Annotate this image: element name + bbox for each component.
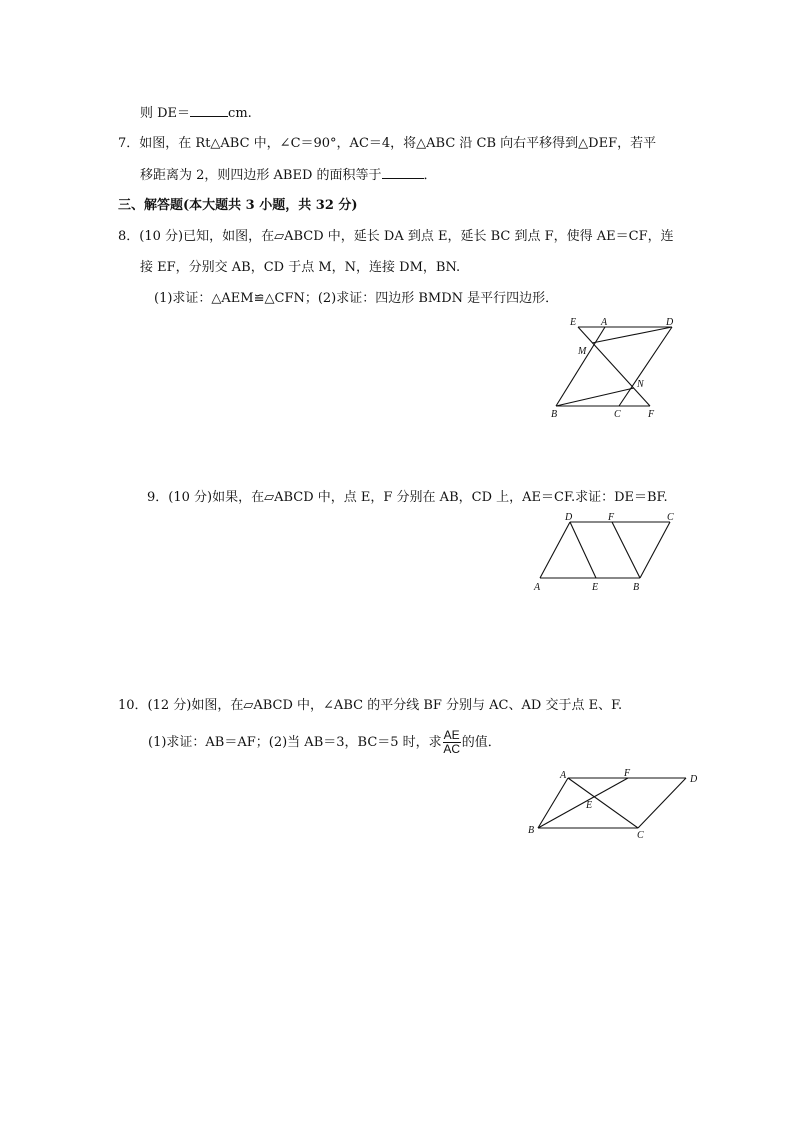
q7-answer-blank[interactable] [382,166,424,179]
q7-line2-prefix: 移距离为 2，则四边形 ABED 的面积等于 [140,168,382,183]
q8-label-F: F [648,409,655,420]
q10-line2-prefix: (1)求证：AB＝AF；(2)当 AB＝3，BC＝5 时，求 [148,735,442,750]
q10-frac-denominator: AC [443,742,461,756]
q8-label-M: M [578,346,587,357]
q7-line2-suffix: ． [423,168,437,183]
q9-figure [530,512,680,594]
q10-seg-CD [638,778,686,828]
q8-label-B: B [551,409,558,420]
q6-answer-blank[interactable] [190,104,228,117]
q8-figure [540,310,680,422]
q10-label-D: D [690,774,698,785]
section3-title: 三、解答题(本大题共 3 小题，共 32 分) [118,198,358,213]
q9-seg-AD [540,522,570,578]
q8-line3: (1)求证：△AEM≌△CFN；(2)求证：四边形 BMDN 是平行四边形． [154,291,559,306]
q10-label-C: C [637,830,644,841]
q8-seg-BN [556,388,634,406]
q10-line2-suffix: 的值． [461,735,501,750]
q8-line2: 接 EF，分别交 AB，CD 于点 M，N，连接 DM，BN. [140,260,461,275]
q8-label-D: D [666,317,674,328]
q10-line2 [148,728,501,758]
q9-label-F: F [608,512,615,523]
q9-label-B: B [633,582,640,593]
q10-label-F: F [624,768,631,779]
q6-prefix: 则 DE＝ [140,106,191,121]
q9-seg-FB [612,522,640,578]
q9-label-A: A [534,582,541,593]
q8-label-E: E [570,317,577,328]
q9-label-C: C [667,512,674,523]
q10-frac-numerator: AE [443,728,460,742]
q10-figure [520,766,698,842]
q8-seg-CD [619,327,672,406]
q10-line1: 10．(12 分)如图，在▱ABCD 中，∠ABC 的平分线 BF 分别与 AC、AD 交于点 E、F. [118,698,623,713]
q9-label-E: E [592,582,599,593]
q9-seg-BC [640,522,670,578]
q10-seg-BA [538,778,568,828]
q7-line2 [140,166,437,185]
q7-line1: 7．如图，在 Rt△ABC 中，∠C＝90°，AC＝4，将△ABC 沿 CB 向右平移得到△DEF，若平 [118,136,657,151]
q10-fraction [443,729,461,756]
q10-seg-AC [568,778,638,828]
q9-line1: 9．(10 分)如果，在▱ABCD 中，点 E，F 分别在 AB，CD 上，AE＝CF.求证：DE＝BF. [147,490,668,505]
q6-suffix: cm. [228,106,252,121]
q10-seg-BF [538,778,628,828]
q6-answer-line [140,104,252,123]
q10-label-E: E [586,800,593,811]
q8-label-C: C [614,409,621,420]
q8-line1: 8．(10 分)已知，如图，在▱ABCD 中，延长 DA 到点 E，延长 BC 到点 F，使得 AE＝CF，连 [118,229,674,244]
q10-label-A: A [560,770,567,781]
q10-label-B: B [528,825,535,836]
q9-label-D: D [565,512,573,523]
q9-seg-DE [570,522,596,578]
q8-seg-BA [556,327,605,406]
q8-label-N: N [637,379,644,390]
q8-label-A: A [601,317,608,328]
